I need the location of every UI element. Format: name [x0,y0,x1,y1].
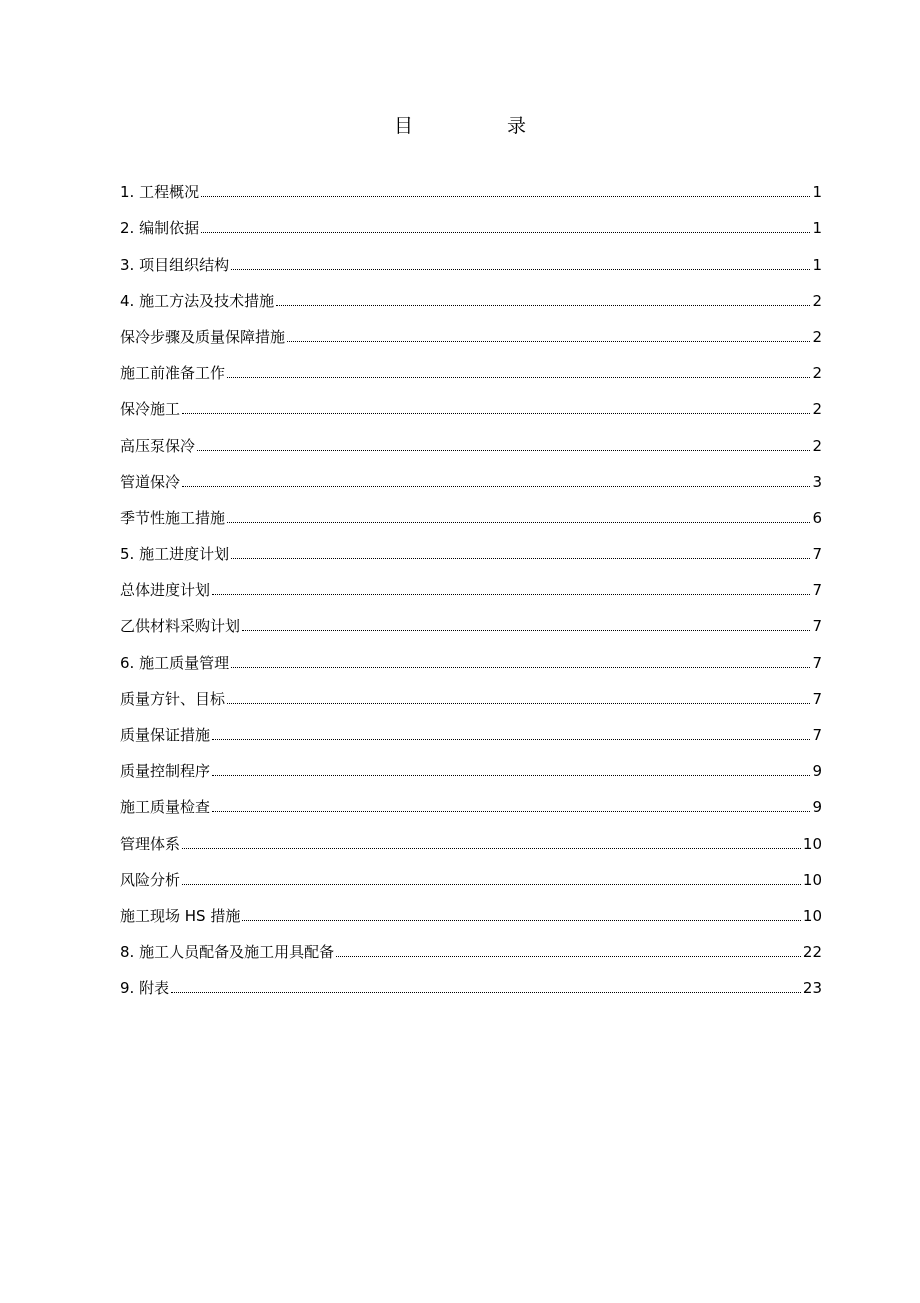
toc-entry-label: 保冷施工 [120,400,181,419]
toc-entry-page: 10 [802,906,822,925]
toc-entry[interactable] [120,715,822,751]
toc-entry-page: 7 [812,545,822,564]
toc-entry-label: 保冷步骤及质量保障措施 [120,327,286,346]
toc-dot-leader [212,739,810,740]
toc-entry-label: 乙供材料采购计划 [120,617,241,636]
toc-entry-page: 2 [812,327,822,346]
toc-dot-leader [227,703,810,704]
toc-entry[interactable] [120,208,822,244]
toc-entry-page: 3 [812,472,822,491]
toc-entry[interactable] [120,425,822,461]
toc-entry[interactable] [120,642,822,678]
toc-entry-label: 施工现场 HS 措施 [120,906,241,925]
toc-entry[interactable] [120,751,822,787]
toc-entry[interactable] [120,281,822,317]
toc-dot-leader [242,630,810,631]
toc-entry-page: 9 [812,798,822,817]
toc-dot-leader [287,341,810,342]
toc-entry-label: 1. 工程概况 [120,183,200,202]
toc-entry-page: 2 [812,400,822,419]
toc-entry-label: 风险分析 [120,870,181,889]
toc-entry-label: 施工质量检查 [120,798,211,817]
toc-entry-label: 管道保冷 [120,472,181,491]
toc-entry-page: 1 [812,183,822,202]
toc-list [120,172,822,1004]
toc-entry-page: 7 [812,617,822,636]
toc-entry[interactable] [120,317,822,353]
toc-dot-leader [182,884,801,885]
toc-entry[interactable] [120,389,822,425]
toc-entry[interactable] [120,860,822,896]
toc-entry[interactable] [120,172,822,208]
toc-entry[interactable] [120,787,822,823]
toc-entry-label: 质量保证措施 [120,726,211,744]
toc-entry[interactable] [120,896,822,932]
toc-title: 目 录 [393,115,571,137]
toc-entry-page: 1 [812,219,822,238]
toc-entry-page: 2 [812,436,822,455]
toc-dot-leader [212,594,810,595]
toc-entry-page: 6 [812,508,822,527]
toc-dot-leader [201,196,810,197]
toc-entry[interactable] [120,679,822,715]
toc-dot-leader [336,956,801,957]
toc-dot-leader [212,811,810,812]
toc-dot-leader [276,305,810,306]
toc-dot-leader [227,522,810,523]
toc-entry-label: 4. 施工方法及技术措施 [120,291,275,310]
toc-entry-page: 7 [812,726,822,744]
toc-dot-leader [197,450,810,451]
toc-entry-label: 6. 施工质量管理 [120,653,230,672]
toc-entry-label: 季节性施工措施 [120,508,226,527]
toc-dot-leader [227,377,810,378]
toc-entry-page: 10 [802,870,822,889]
toc-dot-leader [171,992,801,993]
toc-entry-label: 质量控制程序 [120,762,211,781]
toc-entry[interactable] [120,823,822,859]
toc-entry-page: 2 [812,364,822,383]
toc-dot-leader [242,920,801,921]
toc-entry-page: 7 [812,689,822,708]
toc-entry-label: 质量方针、目标 [120,689,226,708]
toc-entry[interactable] [120,498,822,534]
toc-entry-page: 22 [802,943,822,962]
toc-entry[interactable] [120,244,822,280]
toc-entry-page: 7 [812,581,822,600]
toc-entry-label: 施工前准备工作 [120,364,226,383]
toc-entry-label: 2. 编制依据 [120,219,200,238]
toc-entry-label: 总体进度计划 [120,581,211,600]
toc-entry-page: 23 [802,979,822,998]
toc-dot-leader [231,667,810,668]
toc-entry-label: 3. 项目组织结构 [120,255,230,274]
toc-entry-label: 高压泵保冷 [120,436,196,455]
toc-entry-page: 7 [812,653,822,672]
toc-entry[interactable] [120,462,822,498]
toc-entry-page: 9 [812,762,822,781]
toc-entry[interactable] [120,968,822,1004]
toc-entry-label: 管理体系 [120,834,181,853]
toc-dot-leader [231,269,810,270]
toc-dot-leader [201,232,810,233]
toc-entry-label: 8. 施工人员配备及施工用具配备 [120,943,335,962]
toc-entry-label: 9. 附表 [120,979,170,998]
toc-entry[interactable] [120,353,822,389]
toc-entry-page: 1 [812,255,822,274]
toc-dot-leader [212,775,810,776]
toc-dot-leader [182,486,810,487]
toc-entry-page: 10 [802,834,822,853]
toc-entry[interactable] [120,534,822,570]
toc-dot-leader [182,413,810,414]
toc-entry[interactable] [120,570,822,606]
toc-entry-page: 2 [812,291,822,310]
toc-dot-leader [231,558,810,559]
toc-entry-label: 5. 施工进度计划 [120,545,230,564]
toc-entry[interactable] [120,932,822,968]
toc-dot-leader [182,848,801,849]
toc-entry[interactable] [120,606,822,642]
